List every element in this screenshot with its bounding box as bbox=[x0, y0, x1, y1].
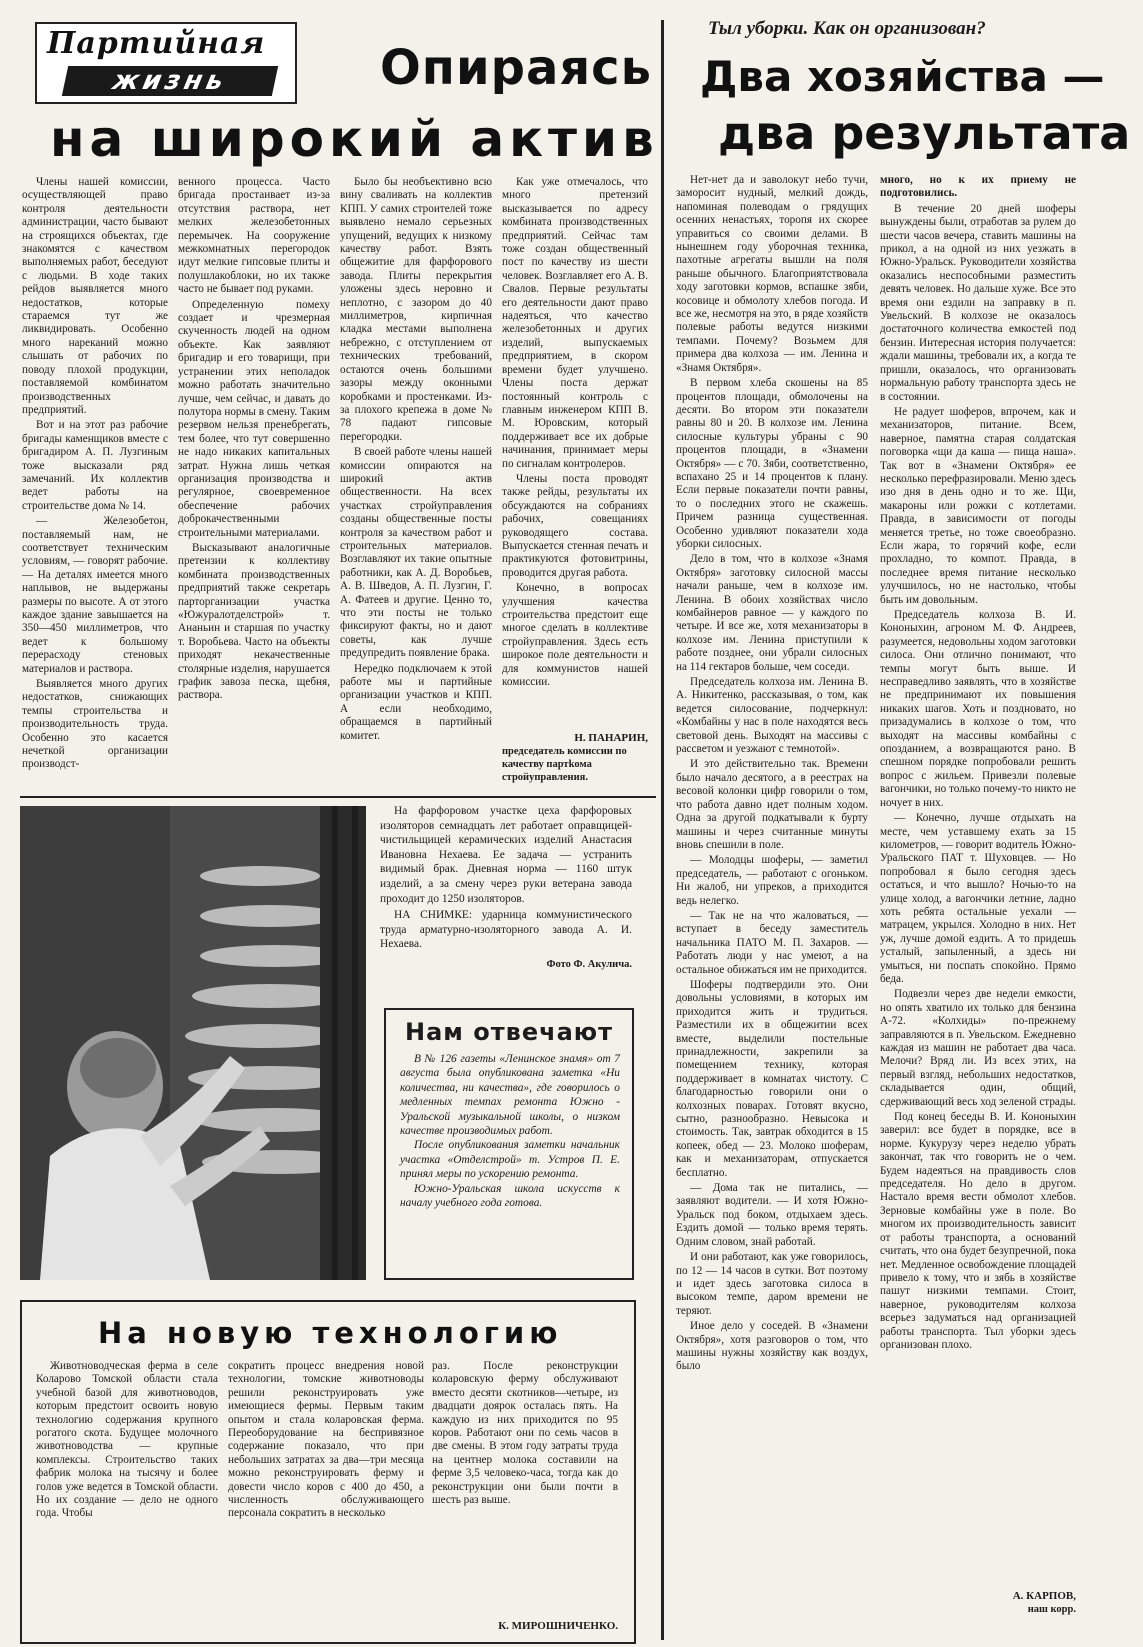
technology-column-2 bbox=[228, 1360, 424, 1630]
answer-box bbox=[384, 1008, 634, 1280]
article1-headline-line1: Опираясь bbox=[380, 40, 652, 96]
article2-kicker: Тыл уборки. Как он организован? bbox=[708, 18, 986, 39]
article1-paragraph: Было бы необъективно всю вину сваливать на коллектив КПП. У самих строителей тоже выявлено немало серьезных упущений, ведущих к низкому качеству работ. Взять общежитие для фарфорового завода. Плиты перекрытия уложены здесь неровно и неплотно, с зазором до 40 миллиметров, кирпичная кладка местами выполнена небрежно, с отступлением от технических требований, остаются очень большими зазоры между оконными коробками и простенками. Из-за плохого крепежа в доме № 78 падают гипсовые перегородки. bbox=[340, 176, 492, 443]
article2-column-1 bbox=[676, 174, 868, 1640]
technology-paragraph: Животноводческая ферма в селе Коларово Томской области стала учебной базой для животноводов, которым предстоит освоить новую технологию содержания крупного рогатого скота. Будущее молочного животноводства — крупные комплексы. Строительство таких фабрик молока на тысячу и более голов уже ведется в Томской области. Но их создание — дело не одного года. Чтобы bbox=[36, 1360, 218, 1520]
section-logo-top: Партийная bbox=[47, 26, 266, 61]
photo-worker bbox=[20, 806, 366, 1280]
article1-column-3 bbox=[340, 176, 492, 788]
article2-paragraph: Председатель колхоза В. И. Кононыхин, агроном М. Ф. Андреев, разумеется, недовольны ходом заготовки силоса. Они отлично понимают, что темпы могут быть выше. И несправедливо заявлять, что в хозяйстве не предпринимают их повышения никаких шагов. Хоть и поздновато, но призадумались в колхозе о том, что выходят на массивы комбайны с опозданием, а возвращаются рано. В спешном порядке попробовали решить вопрос с жильем. Привезли полевые вагончики, но только почему-то никто не ночует в них. bbox=[880, 609, 1076, 809]
article2-author-post: наш корр. bbox=[1027, 1604, 1076, 1615]
article1-paragraph: Как уже отмечалось, что много претензий высказывается по адресу комбината производственных предприятий. Сейчас там тоже создан общественный пост по качеству из шести человек. Возглавляет его А. В. Свалов. Первые результаты его деятельности дают право надеяться, что качество железобетонных и других изделий, выпускаемых предприятием, в скором времени будет улучшено. Члены поста держат постоянный контроль с главным инженером КПП В. М. Юровским, который поддерживает все их добрые начинания, принимает меры по сигналам контролеров. bbox=[502, 176, 648, 470]
article2-headline-line1: Два хозяйства — bbox=[700, 52, 1105, 101]
article2-paragraph: Председатель колхоза им. Ленина В. А. Никитенко, рассказывая, о том, как ведется силосование, подчеркнул: «Комбайны у нас в поле находятся весь световой день. Выходят на массивы с рассветом и уезжают с темнотой». bbox=[676, 676, 868, 756]
photo-illustration bbox=[20, 806, 366, 1280]
article2-paragraph: — Дома так не питались, — заявляют водители. — И хотя Южно-Уральск под боком, отдыхаем здесь. Ездить домой — только время терять. Одним словом, знай работай. bbox=[676, 1182, 868, 1248]
article1-column-1 bbox=[22, 176, 168, 788]
article1-author-post: председатель комиссии по качеству партkома стройуправления. bbox=[502, 746, 627, 783]
article2-author: А. КАРПОВ, bbox=[1012, 1590, 1076, 1602]
photo-caption-subject: НА СНИМКЕ: ударница коммунистического труда арматурно-изоляторного завода А. И. Нехаева. bbox=[380, 909, 632, 951]
article2-column-2 bbox=[880, 174, 1076, 1584]
article2-paragraph: И это действительно так. Времени было начало десятого, а в реестрах на весовой колонки цифр говорили о том, что работа давно идет полным ходом. Одна за другой подкатывали к бурту машины и через считанные минуты вновь спешили в поле. bbox=[676, 758, 868, 851]
article2-paragraph: — Молодцы шоферы, — заметил председатель, — работают с огоньком. Ни жалоб, ни упреков, а приходится ведь нелегко. bbox=[676, 854, 868, 907]
article1-paragraph: венного процесса. Часто бригада простаивает из-за отсутствия раствора, нет мелких железобетонных перемычек. На сооружение межкомнатных перегородок идут мелкие гипсовые плиты и полушлакоблоки, но их также часто не бывает под руками. bbox=[178, 176, 330, 296]
article1-paragraph: Выявляется много других недостатков, снижающих темпы строительства и производительность труда. Особенно это касается нечеткой организации производст- bbox=[22, 678, 168, 771]
article1-paragraph: Члены нашей комиссии, осуществляющей право контроля деятельности администрации, часто бывают на строящихся объектах, где знакомятся с качеством выполняемых работ, беседуют с людьми. В ходе таких рейдов выявляется много недостатков, которые стараемся тут же ликвидировать. Особенно много нареканий можно слышать от рабочих по поводу плохой продукции, поставляемой комбинатом производственных предприятий. bbox=[22, 176, 168, 416]
article1-paragraph: Высказывают аналогичные претензии к коллективу комбината производственных предприятий также секретарь парторганизации участка «Южуралотделстрой» т. Ананьин и старшая по участку т. Воробьева. Часто на объекты приходят некачественные столярные изделия, нарушается график завоза песка, щебня, раствора. bbox=[178, 541, 330, 702]
article2-signature bbox=[900, 1590, 1076, 1616]
article2-paragraph: — Так не на что жаловаться, — вступает в беседу заместитель начальника ПАТО М. П. Захаров. — Работать люди у нас умеют, а на остальное обижаться им не приходится. bbox=[676, 909, 868, 976]
article1-paragraph: Определенную помеху создает и чрезмерная скученность людей на одном объекте. Как заявляют бригадир и его товарищи, при устранении этих неполадок можно работать значительно лучше, чем сейчас, и давать до полутора нормы в смену. Таким резервом нельзя пренебрегать, тем более, что тут совершенно не надо никаких капитальных затрат. Нужна лишь четкая организация производства и регулярное, своевременное обеспечение рабочих доброкачественными строительными материалами. bbox=[178, 298, 330, 539]
article1-signature bbox=[502, 732, 648, 784]
article1-paragraph: Вот и на этот раз рабочие бригады каменщиков вместе с бригадиром А. П. Лузгиным тоже высказали ряд замечаний. Их коллектив ведет работы на строительстве дома № 14. bbox=[22, 419, 168, 512]
technology-author: К. МИРОШНИЧЕНКО. bbox=[498, 1620, 618, 1632]
answer-box-paragraph: После опубликования заметки начальник участка «Отделстрой» т. Устров П. Е. принял меры по ускорению ремонта. bbox=[400, 1139, 620, 1181]
technology-paragraph: раз. После реконструкции коларовскую ферму обслуживают вместо десяти скотников—четыре, из двадцати доярок осталась пять. На каждую из них приходится по 95 коров. Работают они по семь часов в две смены. В этом году затраты труда на центнер молока составили на ферме 3,5 человеко-часа, тогда как до реконструкции они были почти в шесть раз выше. bbox=[432, 1360, 618, 1507]
article2-paragraph: много, но к их приему не подготовились. bbox=[880, 174, 1076, 200]
answer-box-title: Нам отвечают bbox=[404, 1018, 614, 1046]
article2-paragraph: Под конец беседы В. И. Кононыхин заверил: все будет в порядке, все в норме. Кукурузу через неделю убрать закончат, так что говорить не о чем. Будем надеяться на правдивость слов председателя. Но дело в другом. Настало время вести обмолот хлебов. Зерновые комбайны уже в поле. Во многом их производительность зависит от работы транспорта, а оснований считать, что она будет безупречной, пока нет. Медленное освобождение площадей привело к тому, что и зябь в хозяйстве пашут низкими темпами. Стоит, наверное, руководителям колхоза всерьез задуматься над организацией работы транспорта. Тыл уборки здесь организован плохо. bbox=[880, 1111, 1076, 1351]
divider-vertical bbox=[661, 20, 664, 1640]
article2-paragraph: В первом хлеба скошены на 85 процентов площади, обмолочены на десяти. Во втором эти показатели равны 80 и 20. В колхозе им. Ленина силосные культуры убраны с 90 процентов площади, в «Знамени Октября» — с 70. Зяби, соответственно, вспахано 25 и 14 процентов к плану. Если первые показатели почти равны, то о последних этого не скажешь. Причем разница существенная. Особенно удивляют показатели хода уборки силосных. bbox=[676, 377, 868, 550]
photo-caption bbox=[380, 804, 632, 973]
article2-paragraph: Не радует шоферов, впрочем, как и механизаторов, питание. Всем, наверное, памятна старая солдатская поговорка «щи да каша — пища наша». Так вот в «Знамени Октября» ее несколько перефразировали. Меню здесь изо дня в день одно и то же. Щи, макароны или рожки с котлетами. Правда, в зависимости от погоды меняется третье, но тоже своеобразно. Если жара, то горячий кофе, если прохладно, то компот. Правда, в последнее время питание несколько улучшилось, но не настолько, чтобы быть им довольным. bbox=[880, 405, 1076, 606]
photo-credit: Фото Ф. Акулича. bbox=[546, 958, 632, 970]
section-logo bbox=[35, 22, 297, 104]
article1-headline-line2: на широкий актив bbox=[50, 110, 659, 168]
technology-column-3 bbox=[432, 1360, 618, 1610]
article2-paragraph: И они работают, как уже говорилось, по 12 — 14 часов в сутки. Вот поэтому и идет здесь заготовка силоса в высоком темпе, даром времени не теряют. bbox=[676, 1251, 868, 1317]
article2-paragraph: Подвезли через две недели емкости, но опять хватило их только для бензина А-72. «Колхиды» по-прежнему заправляются в п. Увельском. Ежедневно каждая из машин не работает два часа. Мелочи? Вряд ли. Из всех этих, на первый взгляд, небольших недостатков, складывается один, общий, сдерживающий весь ход зеленой страды. bbox=[880, 988, 1076, 1108]
article1-column-2 bbox=[178, 176, 330, 788]
article1-paragraph: — Железобетон, поставляемый нам, не соответствует техническим условиям, — говорят рабочие. — На деталях имеется много наплывов, не выдержаны размеры по высоте. А от этого каждое здание завышается на 350—450 миллиметров, что ведет к большому перерасходу стеновых материалов и раствора. bbox=[22, 515, 168, 675]
technology-headline: На новую технологию bbox=[98, 1316, 563, 1350]
article2-paragraph: Иное дело у соседей. В «Знамени Октября», хотя разговоров о том, что машины нужны хозяйству как воздух, было bbox=[676, 1320, 868, 1373]
article1-paragraph: Члены поста проводят также рейды, результаты их обсуждаются на собраниях рабочих, совещаниях руководящего состава. Выпускается стенная печать и практикуются фотовитрины, проводится другая работа. bbox=[502, 472, 648, 579]
article1-paragraph: В своей работе члены нашей комиссии опираются на широкий актив общественности. На всех участках стройуправления созданы общественные посты контроля за качеством работ и строительных материалов. Возглавляют их такие опытные работники, как А. Д. Воробьев, А. В. Шведов, А. П. Лузгин, Г. А. Фатеев и другие. Ценно то, что эти посты не только фиксируют факты, но и дают советы, как лучше предупредить появление брака. bbox=[340, 446, 492, 660]
article2-headline-line2: два результата bbox=[718, 106, 1131, 160]
divider-horizontal bbox=[20, 796, 656, 798]
article2-paragraph: В течение 20 дней шоферы вынуждены были, отработав за рулем до шести часов вечера, ставить машины на прикол, а на одной из них уезжать в Южно-Уральск. Руководители хозяйства оказались неспособными разместить девять человек. Но дальше хуже. Все это время они ездили на заправку в п. Увельский. В колхозе не оказалось достаточного количества емкостей под бензин. Интересная история получается: ждали машины, требовали их, а когда те пришли, оказалось, что организовать нормальную работу транспорта здесь не в состоянии. bbox=[880, 202, 1076, 403]
technology-article bbox=[20, 1300, 636, 1644]
article2-paragraph: — Конечно, лучше отдыхать на месте, чем уставшему ехать за 15 километров, — говорит водитель Южно-Уральского ПАТ т. Шуховцев. — Но попробовал я было сегодня здесь остаться, и что вышло? Ночью-то на улице холод, а вагончики летние, ладно хоть ребята остальные уехали — матрацем, укрылся. Холодно в них. Нет уж, лучше домой ездить. А то придешь усталый, запыленный, а здесь ни умыться, ни поспать спокойно. Прямо беда. bbox=[880, 812, 1076, 985]
article2-paragraph: Шоферы подтвердили это. Они довольны условиями, в которых им приходится жить и трудиться. Разместили их в общежитии всех вместе, выделили постельные принадлежности, закрепили за помещением технику, которая поддерживает в комнатах чистоту. С благодарностью говорили они о колхозных поварах. Готовят вкусно, сытно, разнообразно. Невысока и стоимость. Так, завтрак обходится в 15 копеек, обед — 23. Молоко шоферам, как и механизаторам, отпускается бесплатно. bbox=[676, 978, 868, 1179]
article1-column-4 bbox=[502, 176, 648, 731]
article1-paragraph: Нередко подключаем к этой работе мы и партийные организации участков и КПП. А если необходимо, обращаемся в партийный комитет. bbox=[340, 662, 492, 742]
article2-paragraph: Дело в том, что в колхозе «Знамя Октября» заготовку силосной массы начали раньше, чем в колхозе им. Ленина. В обоих хозяйствах число комбайнеров равное — у каждого по четыре. И все же, хотя механизаторы в колхозе им. Ленина приступили к работе позднее, они убрали силосных на 114 гектаров больше, чем соседи. bbox=[676, 553, 868, 673]
technology-column-1 bbox=[36, 1360, 218, 1630]
article1-paragraph: Конечно, в вопросах улучшения качества строительства предстоит еще многое сделать в коллективе стройуправления. Здесь есть широкое поле деятельности и для коммунистов нашей комиссии. bbox=[502, 582, 648, 689]
answer-box-body bbox=[400, 1052, 620, 1210]
answer-box-paragraph: В № 126 газеты «Ленинское знамя» от 7 августа была опубликована заметка «Ни количества, ни качества», где говорилось о медленных темпах ремонта Южно - Уральской музыкальной школы, о низком качестве производимых работ. bbox=[400, 1053, 620, 1138]
photo-caption-text: На фарфоровом участке цеха фарфоровых изоляторов семнадцать лет работает оправщицей-чистильщицей керамических изделий Анастасия Ивановна Нехаева. Ее задача — устранить видимый брак. Дневная норма — 1160 штук изделий, а за смену через руки ветерана завода проходит до 1250 изоляторов. bbox=[380, 805, 632, 905]
section-logo-bottom: жизнь bbox=[62, 66, 278, 96]
answer-box-paragraph: Южно-Уральская школа искусств к началу учебного года готова. bbox=[400, 1182, 620, 1210]
article2-paragraph: Нет-нет да и заволокут небо тучи, заморосит нудный, мелкий дождь, напоминая полеводам о грядущих осенних ненастьях, торопя их скорее управиться со своими делами. В нынешнем году уборочная техника, пахотные агрегаты вышли на поля раньше обычного. Благоприятствовала ходу заготовки кормов, вспашке зяби, косовице и обмолоту хлебов погода. И все же, несмотря на это, в ряде хозяйств полевые работы ведутся низкими темпами. Почему? Возьмем для примера два колхоза — им. Ленина и «Знамя Октября». bbox=[676, 174, 868, 374]
technology-paragraph: сократить процесс внедрения новой технологии, томские животноводы решили реконструировать уже имеющиеся фермы. Первым таким опытом и стала коларовская ферма. Переоборудование на беспривязное содержание показало, что при небольших затратах за два—три месяца можно реконструировать ферму и довести число коров с 400 до 450, а численность обслуживающего персонала сократить в несколько bbox=[228, 1360, 424, 1520]
article1-author: Н. ПАНАРИН, bbox=[574, 732, 648, 744]
